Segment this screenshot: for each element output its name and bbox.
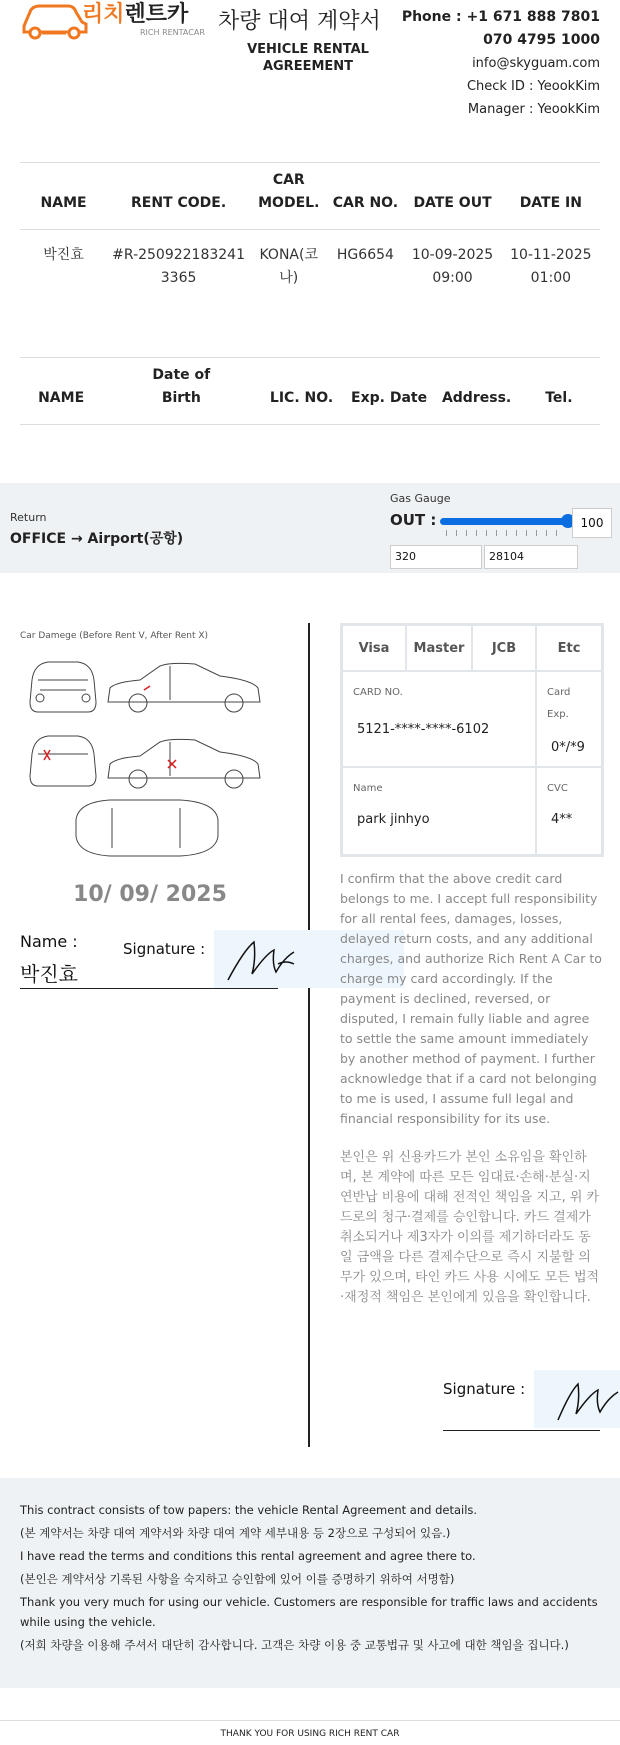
rental-table <box>20 162 600 304</box>
card-number-cell <box>342 671 536 767</box>
card-exp-label-1: Card <box>547 687 571 698</box>
card-info-table <box>340 623 604 857</box>
card-exp-label-2: Exp. <box>547 709 569 720</box>
card-signature-label: Signature : <box>443 1380 526 1398</box>
card-signature-underline <box>443 1430 600 1431</box>
logo-text <box>82 2 188 28</box>
col-date-in: DATE IN <box>502 163 600 230</box>
contract-date: 10/ 09/ 2025 <box>73 882 227 907</box>
card-number-value: 5121-****-****-6102 <box>357 722 490 737</box>
phone-secondary: 070 4795 1000 <box>483 32 600 48</box>
card-type-jcb[interactable]: JCB <box>472 625 536 671</box>
card-signature-pad[interactable] <box>534 1370 620 1428</box>
card-holder-value: park jinhyo <box>357 812 430 827</box>
gas-gauge-ticks <box>446 530 566 536</box>
card-exp-cell <box>536 671 602 767</box>
col-date-of-birth: Date of Birth <box>102 358 260 425</box>
footer-divider <box>0 1720 620 1721</box>
logo-text-ko-2: 렌트카 <box>124 2 189 27</box>
contact-block <box>340 6 600 121</box>
note-6: (저희 차량을 이용해 주셔서 대단히 감사합니다. 고객은 차량 이용 중 교통법규 및 사고에 대한 책임을 집니다.) <box>20 1638 569 1652</box>
car-damage-diagram <box>20 650 280 865</box>
gas-gauge-label: Gas Gauge <box>390 492 451 505</box>
card-type-visa[interactable]: Visa <box>342 625 406 671</box>
col-name: NAME <box>20 163 107 230</box>
gas-out-label: OUT : <box>390 511 437 529</box>
card-holder-cell <box>342 767 536 855</box>
return-label: Return <box>10 511 47 524</box>
cell-date-out: 10-09-2025 09:00 <box>411 247 494 286</box>
card-exp-value: 0*/*9 <box>551 740 585 755</box>
damage-diagram-label: Car Damege (Before Rent V, After Rent X) <box>20 631 209 641</box>
mileage-field-1[interactable]: 320 <box>390 545 482 569</box>
note-4: (본인은 계약서상 기록된 사항을 숙지하고 승인함에 있어 이를 증명하기 위하여 서명함) <box>20 1572 455 1586</box>
mileage-field-2[interactable]: 28104 <box>484 545 578 569</box>
col-address: Address. <box>435 358 517 425</box>
col-exp-date: Exp. Date <box>343 358 436 425</box>
customer-name-value: 박진효 <box>20 962 78 986</box>
cell-rent-code: #R-2509221832413365 <box>112 247 246 286</box>
cell-date-in: 10-11-2025 01:00 <box>510 247 592 286</box>
col-date-out: DATE OUT <box>403 163 501 230</box>
cell-car-model: KONA(코나) <box>259 247 318 286</box>
card-cvc-label: CVC <box>547 783 568 794</box>
check-id: Check ID : YeookKim <box>466 79 600 94</box>
contract-notes <box>20 1500 600 1658</box>
note-1: This contract consists of tow papers: the vehicle Rental Agreement and details. <box>20 1503 478 1517</box>
col-rent-code: RENT CODE. <box>107 163 250 230</box>
card-type-etc[interactable]: Etc <box>536 625 602 671</box>
col-car-no: CAR NO. <box>327 163 403 230</box>
col-tel: Tel. <box>518 358 600 425</box>
card-cvc-cell <box>536 767 602 855</box>
note-3: I have read the terms and conditions this rental agreement and agree there to. <box>20 1549 476 1563</box>
col-car-model: CAR MODEL. <box>250 163 327 230</box>
gas-gauge-value[interactable]: 100 <box>572 508 612 538</box>
col-driver-name: NAME <box>20 358 102 425</box>
driver-table <box>20 357 600 425</box>
cell-name: 박진효 <box>43 247 84 263</box>
rental-table-header <box>20 163 600 230</box>
return-value: OFFICE → Airport(공항) <box>10 531 184 547</box>
customer-name-label: Name : <box>20 932 78 951</box>
gas-gauge-slider[interactable] <box>440 518 570 526</box>
cell-car-no: HG6654 <box>336 247 394 263</box>
title-korean: 차량 대여 계약서 <box>218 9 381 34</box>
note-2: (본 계약서는 차량 대여 계약서와 차량 대여 계약 세부내용 등 2장으로 구성되어 있음.) <box>20 1526 451 1540</box>
note-5: Thank you very much for using our vehicle. Customers are responsible for traffic laws and accidents while using the vehicle. <box>20 1595 598 1629</box>
driver-table-header <box>20 358 600 425</box>
card-number-label: CARD NO. <box>353 687 403 698</box>
manager: Manager : YeookKim <box>467 102 600 117</box>
phone-primary: Phone : +1 671 888 7801 <box>401 9 600 25</box>
card-confirm-korean: 본인은 위 신용카드가 본인 소유임을 확인하며, 본 계약에 따른 모든 임대료·손해·분실·지연반납 비용에 대해 전적인 책임을 지고, 위 카드로의 청구·결제를 승인합니다. 카드 결제가 취소되거나 제3자가 이의를 제기하더라도 동일 금액을 다른 결제수단으로 즉시 지불할 의무가 있으며, 타인 카드 사용 시에도 모든 법적·재정적 책임은 본인에게 있음을 확인합니다. <box>340 1150 600 1305</box>
card-confirm-english: I confirm that the above credit card belongs to me. I accept full responsibility for all rental fees, damages, losses, delayed return costs, and any additional charges, and authorize Rich Rent A Car to charge my card accordingly. If the payment is declined, reversed, or disputed, I remain fully liable and agree to settle the same amount immediately by another method of payment. I further acknowledge that if a card not belonging to me is used, I assume full legal and financial responsibility for its use. <box>340 871 602 1126</box>
gas-gauge-track <box>440 518 570 525</box>
logo-subtext: RICH RENTACAR <box>140 28 205 37</box>
title-english: VEHICLE RENTAL AGREEMENT <box>247 42 369 74</box>
col-lic-no: LIC. NO. <box>260 358 342 425</box>
name-underline <box>20 988 278 989</box>
table-row <box>20 230 600 305</box>
logo-text-ko: 리치 <box>82 2 125 27</box>
email: info@skyguam.com <box>472 56 600 71</box>
footer-text: THANK YOU FOR USING RICH RENT CAR <box>220 1729 400 1739</box>
column-divider <box>308 623 310 1447</box>
card-holder-label: Name <box>353 783 383 794</box>
card-signature-drawing <box>534 1370 620 1428</box>
card-type-master[interactable]: Master <box>406 625 472 671</box>
card-cvc-value: 4** <box>551 812 573 827</box>
customer-signature-label: Signature : <box>123 940 206 958</box>
